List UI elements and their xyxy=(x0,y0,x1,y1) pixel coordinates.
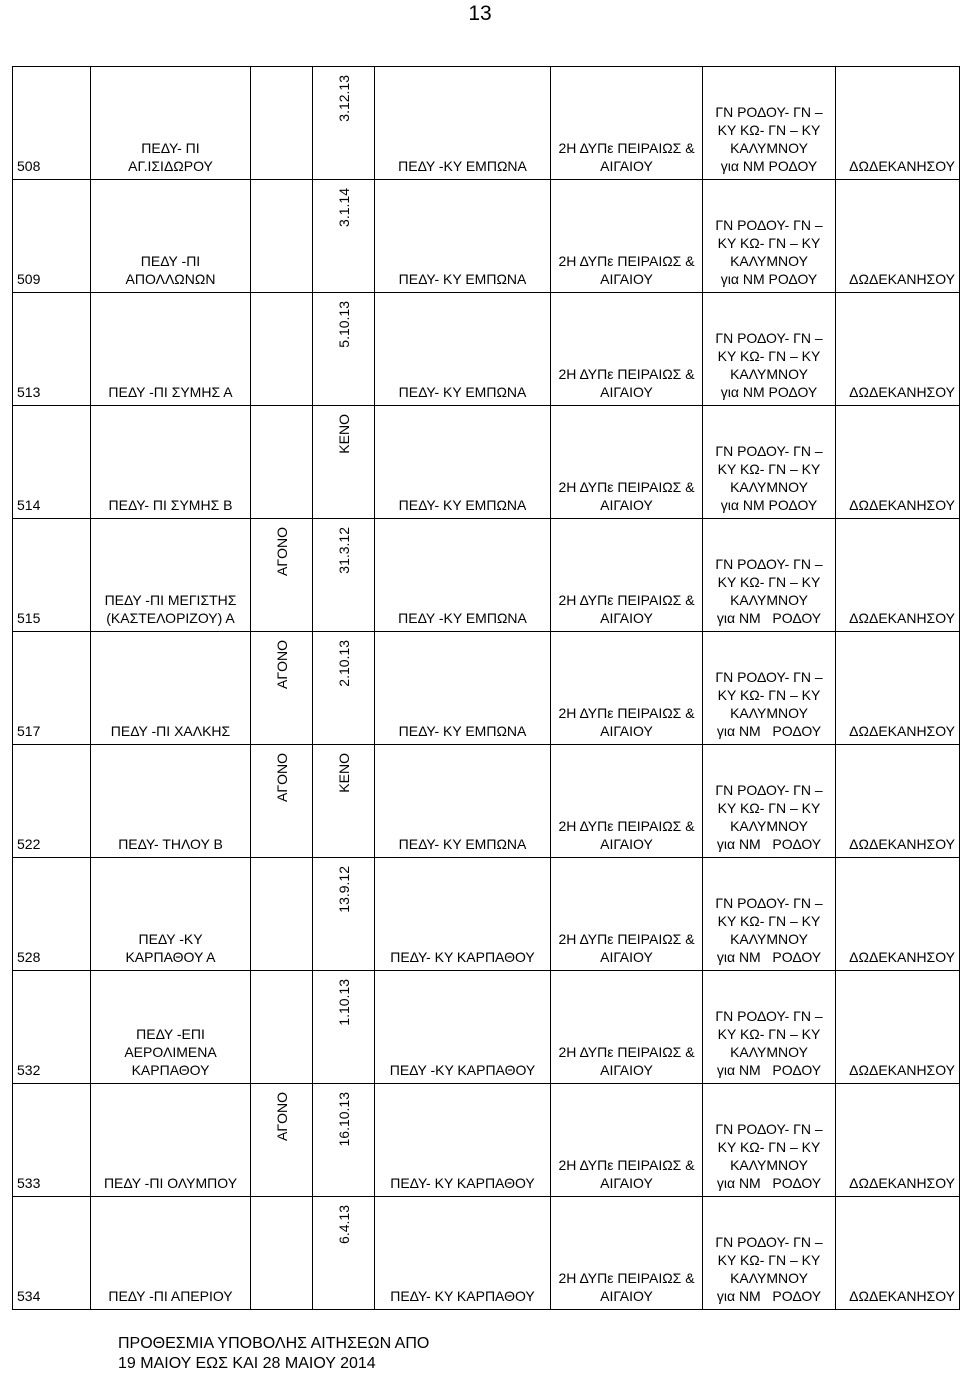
row-number: 522 xyxy=(17,836,41,852)
region: ΔΩΔΕΚΑΝΗΣΟΥ xyxy=(849,949,955,965)
region: ΔΩΔΕΚΑΝΗΣΟΥ xyxy=(849,1175,955,1191)
position-name-cell xyxy=(91,519,251,632)
region-cell xyxy=(836,293,960,406)
health-unit-cell xyxy=(375,519,551,632)
date-cell xyxy=(313,1197,375,1310)
vacancy-date: ΚΕΝΟ xyxy=(335,753,352,793)
region: ΔΩΔΕΚΑΝΗΣΟΥ xyxy=(849,723,955,739)
health-authority-line: ΑΙΓΑΙΟΥ xyxy=(600,497,653,513)
row-number: 514 xyxy=(17,497,41,513)
status-label: ΑΓΟΝΟ xyxy=(273,527,290,576)
health-unit: ΠΕΔΥ- ΚΥ ΕΜΠΩΝΑ xyxy=(398,723,527,739)
hospital-line: ΚΥ ΚΩ- ΓΝ – ΚΥ xyxy=(717,574,821,590)
position-name-cell xyxy=(91,1197,251,1310)
position-name-line: ΠΕΔΥ -ΠΙ xyxy=(140,253,201,269)
health-unit: ΠΕΔΥ- ΚΥ ΚΑΡΠΑΘΟΥ xyxy=(390,1175,535,1191)
health-authority-line: ΑΙΓΑΙΟΥ xyxy=(600,836,653,852)
table-row xyxy=(13,632,960,745)
position-name-cell xyxy=(91,745,251,858)
row-number: 509 xyxy=(17,271,41,287)
region-cell xyxy=(836,406,960,519)
health-authority-line: 2Η ΔΥΠε ΠΕΙΡΑΙΩΣ & xyxy=(558,253,695,269)
table-row xyxy=(13,406,960,519)
vacancy-date: 13.9.12 xyxy=(335,866,352,913)
health-authority-cell xyxy=(551,406,703,519)
hospital-cell xyxy=(703,180,836,293)
status-label: ΑΓΟΝΟ xyxy=(273,1092,290,1141)
health-unit-cell xyxy=(375,293,551,406)
hospital-cell xyxy=(703,1197,836,1310)
health-authority-cell xyxy=(551,180,703,293)
status-cell xyxy=(251,519,313,632)
position-name-cell xyxy=(91,406,251,519)
hospital-line: ΚΑΛΥΜΝΟΥ xyxy=(730,253,808,269)
position-name-line: (ΚΑΣΤΕΛΟΡΙΖΟΥ) Α xyxy=(106,610,235,626)
hospital-cell xyxy=(703,67,836,180)
health-unit-cell xyxy=(375,1197,551,1310)
date-cell xyxy=(313,519,375,632)
date-cell xyxy=(313,293,375,406)
health-authority-line: 2Η ΔΥΠε ΠΕΙΡΑΙΩΣ & xyxy=(558,366,695,382)
region-cell xyxy=(836,1197,960,1310)
region-cell xyxy=(836,971,960,1084)
health-authority-line: 2Η ΔΥΠε ΠΕΙΡΑΙΩΣ & xyxy=(558,1044,695,1060)
position-name-line: ΑΓ.ΙΣΙΔΩΡΟΥ xyxy=(128,158,213,174)
health-unit: ΠΕΔΥ- ΚΥ ΕΜΠΩΝΑ xyxy=(398,836,527,852)
position-name-line: ΠΕΔΥ- ΠΙ ΣΥΜΗΣ Β xyxy=(108,497,233,513)
vacancy-date: 16.10.13 xyxy=(335,1092,352,1147)
health-authority-line: 2Η ΔΥΠε ΠΕΙΡΑΙΩΣ & xyxy=(558,1270,695,1286)
position-name-line: ΠΕΔΥ -ΕΠΙ xyxy=(136,1026,205,1042)
hospital-line: ΓΝ ΡΟΔΟΥ- ΓΝ – xyxy=(715,782,823,798)
health-authority-cell xyxy=(551,971,703,1084)
hospital-line: ΚΑΛΥΜΝΟΥ xyxy=(730,140,808,156)
hospital-cell xyxy=(703,745,836,858)
hospital-line: ΚΑΛΥΜΝΟΥ xyxy=(730,366,808,382)
hospital-line: για ΝΜ ΡΟΔΟΥ xyxy=(716,836,822,852)
status-cell xyxy=(251,632,313,745)
health-authority-line: ΑΙΓΑΙΟΥ xyxy=(600,384,653,400)
hospital-line: για ΝΜ ΡΟΔΟΥ xyxy=(720,497,818,513)
hospital-line: ΚΑΛΥΜΝΟΥ xyxy=(730,1157,808,1173)
status-cell xyxy=(251,1084,313,1197)
position-name-line: ΚΑΡΠΑΘΟΥ Α xyxy=(125,949,216,965)
position-name-line: ΠΕΔΥ- ΤΗΛΟΥ Β xyxy=(118,836,223,852)
hospital-line: ΚΑΛΥΜΝΟΥ xyxy=(730,931,808,947)
hospital-line: ΓΝ ΡΟΔΟΥ- ΓΝ – xyxy=(715,1121,823,1137)
row-number: 532 xyxy=(17,1062,41,1078)
vacancy-date: 3.1.14 xyxy=(335,188,352,227)
hospital-cell xyxy=(703,858,836,971)
date-cell xyxy=(313,632,375,745)
hospital-cell xyxy=(703,293,836,406)
health-unit: ΠΕΔΥ- ΚΥ ΚΑΡΠΑΘΟΥ xyxy=(390,949,535,965)
deadline-notice xyxy=(118,1334,478,1374)
position-name-cell xyxy=(91,632,251,745)
status-cell xyxy=(251,180,313,293)
region: ΔΩΔΕΚΑΝΗΣΟΥ xyxy=(849,1288,955,1304)
row-number: 513 xyxy=(17,384,41,400)
health-unit: ΠΕΔΥ- ΚΥ ΚΑΡΠΑΘΟΥ xyxy=(390,1288,535,1304)
health-authority-line: ΑΙΓΑΙΟΥ xyxy=(600,271,653,287)
region-cell xyxy=(836,519,960,632)
table-row xyxy=(13,1197,960,1310)
hospital-line: για ΝΜ ΡΟΔΟΥ xyxy=(716,1288,822,1304)
hospital-line: ΚΥ ΚΩ- ΓΝ – ΚΥ xyxy=(717,1026,821,1042)
health-authority-line: 2Η ΔΥΠε ΠΕΙΡΑΙΩΣ & xyxy=(558,1157,695,1173)
hospital-line: ΓΝ ΡΟΔΟΥ- ΓΝ – xyxy=(715,895,823,911)
hospital-cell xyxy=(703,1084,836,1197)
health-authority-cell xyxy=(551,858,703,971)
health-authority-line: 2Η ΔΥΠε ΠΕΙΡΑΙΩΣ & xyxy=(558,140,695,156)
health-authority-cell xyxy=(551,745,703,858)
hospital-line: ΚΥ ΚΩ- ΓΝ – ΚΥ xyxy=(717,461,821,477)
hospital-line: ΓΝ ΡΟΔΟΥ- ΓΝ – xyxy=(715,1234,823,1250)
hospital-line: ΚΥ ΚΩ- ΓΝ – ΚΥ xyxy=(717,913,821,929)
health-unit-cell xyxy=(375,632,551,745)
health-authority-cell xyxy=(551,519,703,632)
hospital-line: ΚΑΛΥΜΝΟΥ xyxy=(730,479,808,495)
region-cell xyxy=(836,1084,960,1197)
health-authority-cell xyxy=(551,632,703,745)
vacancy-date: 3.12.13 xyxy=(335,75,352,122)
date-cell xyxy=(313,67,375,180)
region-cell xyxy=(836,632,960,745)
health-unit-cell xyxy=(375,1084,551,1197)
hospital-line: ΓΝ ΡΟΔΟΥ- ΓΝ – xyxy=(715,443,823,459)
health-authority-line: 2Η ΔΥΠε ΠΕΙΡΑΙΩΣ & xyxy=(558,479,695,495)
date-cell xyxy=(313,858,375,971)
hospital-line: για ΝΜ ΡΟΔΟΥ xyxy=(720,384,818,400)
row-number-cell xyxy=(13,971,91,1084)
region: ΔΩΔΕΚΑΝΗΣΟΥ xyxy=(849,271,955,287)
hospital-line: για ΝΜ ΡΟΔΟΥ xyxy=(716,1175,822,1191)
hospital-line: ΚΑΛΥΜΝΟΥ xyxy=(730,705,808,721)
hospital-line: για ΝΜ ΡΟΔΟΥ xyxy=(716,610,822,626)
date-cell xyxy=(313,406,375,519)
table-row xyxy=(13,858,960,971)
health-unit: ΠΕΔΥ -ΚΥ ΚΑΡΠΑΘΟΥ xyxy=(389,1062,536,1078)
table-row xyxy=(13,745,960,858)
status-cell xyxy=(251,858,313,971)
row-number-cell xyxy=(13,745,91,858)
position-name-line: ΑΕΡΟΛΙΜΕΝΑ xyxy=(124,1044,217,1060)
hospital-line: ΓΝ ΡΟΔΟΥ- ΓΝ – xyxy=(715,1008,823,1024)
hospital-line: ΚΑΛΥΜΝΟΥ xyxy=(730,1270,808,1286)
position-name-cell xyxy=(91,67,251,180)
region-cell xyxy=(836,858,960,971)
health-unit: ΠΕΔΥ- ΚΥ ΕΜΠΩΝΑ xyxy=(398,497,527,513)
position-name-cell xyxy=(91,180,251,293)
health-unit: ΠΕΔΥ- ΚΥ ΕΜΠΩΝΑ xyxy=(398,271,527,287)
region: ΔΩΔΕΚΑΝΗΣΟΥ xyxy=(849,836,955,852)
health-authority-line: ΑΙΓΑΙΟΥ xyxy=(600,1288,653,1304)
health-authority-line: ΑΙΓΑΙΟΥ xyxy=(600,723,653,739)
hospital-line: ΚΥ ΚΩ- ΓΝ – ΚΥ xyxy=(717,348,821,364)
health-unit-cell xyxy=(375,858,551,971)
row-number-cell xyxy=(13,632,91,745)
health-authority-cell xyxy=(551,67,703,180)
region: ΔΩΔΕΚΑΝΗΣΟΥ xyxy=(849,158,955,174)
status-label: ΑΓΟΝΟ xyxy=(273,640,290,689)
hospital-line: ΚΥ ΚΩ- ΓΝ – ΚΥ xyxy=(717,1139,821,1155)
hospital-line: ΚΥ ΚΩ- ΓΝ – ΚΥ xyxy=(717,687,821,703)
row-number: 517 xyxy=(17,723,41,739)
hospital-cell xyxy=(703,406,836,519)
status-cell xyxy=(251,67,313,180)
position-name-line: ΠΕΔΥ -ΚΥ xyxy=(138,931,203,947)
table-row xyxy=(13,519,960,632)
status-cell xyxy=(251,406,313,519)
region: ΔΩΔΕΚΑΝΗΣΟΥ xyxy=(849,1062,955,1078)
position-name-line: ΑΠΟΛΛΩΝΩΝ xyxy=(125,271,216,287)
status-label: ΑΓΟΝΟ xyxy=(273,753,290,802)
status-cell xyxy=(251,1197,313,1310)
deadline-line-2: 19 ΜΑΙΟΥ ΕΩΣ ΚΑΙ 28 ΜΑΙΟΥ 2014 xyxy=(118,1355,376,1372)
health-unit-cell xyxy=(375,180,551,293)
vacancy-date: ΚΕΝΟ xyxy=(335,414,352,454)
region-cell xyxy=(836,67,960,180)
status-cell xyxy=(251,745,313,858)
table-row xyxy=(13,1084,960,1197)
position-name-cell xyxy=(91,1084,251,1197)
date-cell xyxy=(313,971,375,1084)
row-number-cell xyxy=(13,406,91,519)
hospital-line: ΚΑΛΥΜΝΟΥ xyxy=(730,1044,808,1060)
row-number: 534 xyxy=(17,1288,41,1304)
date-cell xyxy=(313,1084,375,1197)
position-name-cell xyxy=(91,858,251,971)
health-authority-line: ΑΙΓΑΙΟΥ xyxy=(600,1175,653,1191)
vacancy-date: 5.10.13 xyxy=(335,301,352,348)
hospital-line: ΓΝ ΡΟΔΟΥ- ΓΝ – xyxy=(715,104,823,120)
hospital-line: ΚΥ ΚΩ- ΓΝ – ΚΥ xyxy=(717,800,821,816)
health-unit: ΠΕΔΥ- ΚΥ ΕΜΠΩΝΑ xyxy=(398,384,527,400)
row-number-cell xyxy=(13,1197,91,1310)
health-authority-cell xyxy=(551,293,703,406)
vacancy-date: 2.10.13 xyxy=(335,640,352,687)
position-name-line: ΠΕΔΥ -ΠΙ ΜΕΓΙΣΤΗΣ xyxy=(104,592,237,608)
health-authority-cell xyxy=(551,1084,703,1197)
hospital-line: για ΝΜ ΡΟΔΟΥ xyxy=(716,1062,822,1078)
hospital-line: ΓΝ ΡΟΔΟΥ- ΓΝ – xyxy=(715,556,823,572)
deadline-line-1: ΠΡΟΘΕΣΜΙΑ ΥΠΟΒΟΛΗΣ ΑΙΤΗΣΕΩΝ ΑΠΟ xyxy=(118,1335,430,1352)
hospital-cell xyxy=(703,971,836,1084)
hospital-line: ΚΥ ΚΩ- ΓΝ – ΚΥ xyxy=(717,1252,821,1268)
health-unit-cell xyxy=(375,745,551,858)
health-unit-cell xyxy=(375,971,551,1084)
region: ΔΩΔΕΚΑΝΗΣΟΥ xyxy=(849,497,955,513)
health-authority-line: ΑΙΓΑΙΟΥ xyxy=(600,158,653,174)
position-name-cell xyxy=(91,971,251,1084)
status-cell xyxy=(251,971,313,1084)
row-number-cell xyxy=(13,180,91,293)
position-name-line: ΠΕΔΥ -ΠΙ ΟΛΥΜΠΟΥ xyxy=(103,1175,238,1191)
row-number-cell xyxy=(13,519,91,632)
position-name-cell xyxy=(91,293,251,406)
region: ΔΩΔΕΚΑΝΗΣΟΥ xyxy=(849,384,955,400)
vacancy-date: 31.3.12 xyxy=(335,527,352,574)
hospital-line: ΚΑΛΥΜΝΟΥ xyxy=(730,592,808,608)
health-authority-line: 2Η ΔΥΠε ΠΕΙΡΑΙΩΣ & xyxy=(558,931,695,947)
position-name-line: ΠΕΔΥ -ΠΙ ΣΥΜΗΣ Α xyxy=(108,384,233,400)
row-number: 508 xyxy=(17,158,41,174)
position-name-line: ΠΕΔΥ- ΠΙ xyxy=(141,140,200,156)
hospital-line: για ΝΜ ΡΟΔΟΥ xyxy=(716,949,822,965)
health-unit: ΠΕΔΥ -ΚΥ ΕΜΠΩΝΑ xyxy=(398,610,527,626)
row-number: 533 xyxy=(17,1175,41,1191)
health-unit-cell xyxy=(375,67,551,180)
vacancy-date: 1.10.13 xyxy=(335,979,352,1026)
health-unit: ΠΕΔΥ -ΚΥ ΕΜΠΩΝΑ xyxy=(398,158,527,174)
region-cell xyxy=(836,745,960,858)
table-row xyxy=(13,67,960,180)
hospital-line: για ΝΜ ΡΟΔΟΥ xyxy=(720,158,818,174)
positions-table xyxy=(12,66,960,1310)
health-authority-line: ΑΙΓΑΙΟΥ xyxy=(600,1062,653,1078)
vacancy-date: 6.4.13 xyxy=(335,1205,352,1244)
table-row xyxy=(13,971,960,1084)
row-number-cell xyxy=(13,858,91,971)
row-number: 515 xyxy=(17,610,41,626)
health-authority-line: ΑΙΓΑΙΟΥ xyxy=(600,949,653,965)
row-number: 528 xyxy=(17,949,41,965)
page-number: 13 xyxy=(468,2,492,25)
hospital-cell xyxy=(703,632,836,745)
hospital-line: ΓΝ ΡΟΔΟΥ- ΓΝ – xyxy=(715,330,823,346)
table-row xyxy=(13,180,960,293)
hospital-line: ΓΝ ΡΟΔΟΥ- ΓΝ – xyxy=(715,217,823,233)
table-row xyxy=(13,293,960,406)
position-name-line: ΚΑΡΠΑΘΟΥ xyxy=(131,1062,210,1078)
health-authority-line: 2Η ΔΥΠε ΠΕΙΡΑΙΩΣ & xyxy=(558,818,695,834)
hospital-line: για ΝΜ ΡΟΔΟΥ xyxy=(720,271,818,287)
health-authority-cell xyxy=(551,1197,703,1310)
date-cell xyxy=(313,745,375,858)
row-number-cell xyxy=(13,1084,91,1197)
hospital-line: ΓΝ ΡΟΔΟΥ- ΓΝ – xyxy=(715,669,823,685)
position-name-line: ΠΕΔΥ -ΠΙ ΑΠΕΡΙΟΥ xyxy=(108,1288,233,1304)
health-authority-line: 2Η ΔΥΠε ΠΕΙΡΑΙΩΣ & xyxy=(558,705,695,721)
health-authority-line: ΑΙΓΑΙΟΥ xyxy=(600,610,653,626)
hospital-line: ΚΑΛΥΜΝΟΥ xyxy=(730,818,808,834)
health-authority-line: 2Η ΔΥΠε ΠΕΙΡΑΙΩΣ & xyxy=(558,592,695,608)
status-cell xyxy=(251,293,313,406)
hospital-cell xyxy=(703,519,836,632)
row-number-cell xyxy=(13,67,91,180)
region-cell xyxy=(836,180,960,293)
date-cell xyxy=(313,180,375,293)
hospital-line: ΚΥ ΚΩ- ΓΝ – ΚΥ xyxy=(717,235,821,251)
health-unit-cell xyxy=(375,406,551,519)
hospital-line: ΚΥ ΚΩ- ΓΝ – ΚΥ xyxy=(717,122,821,138)
position-name-line: ΠΕΔΥ -ΠΙ ΧΑΛΚΗΣ xyxy=(110,723,231,739)
row-number-cell xyxy=(13,293,91,406)
region: ΔΩΔΕΚΑΝΗΣΟΥ xyxy=(849,610,955,626)
hospital-line: για ΝΜ ΡΟΔΟΥ xyxy=(716,723,822,739)
